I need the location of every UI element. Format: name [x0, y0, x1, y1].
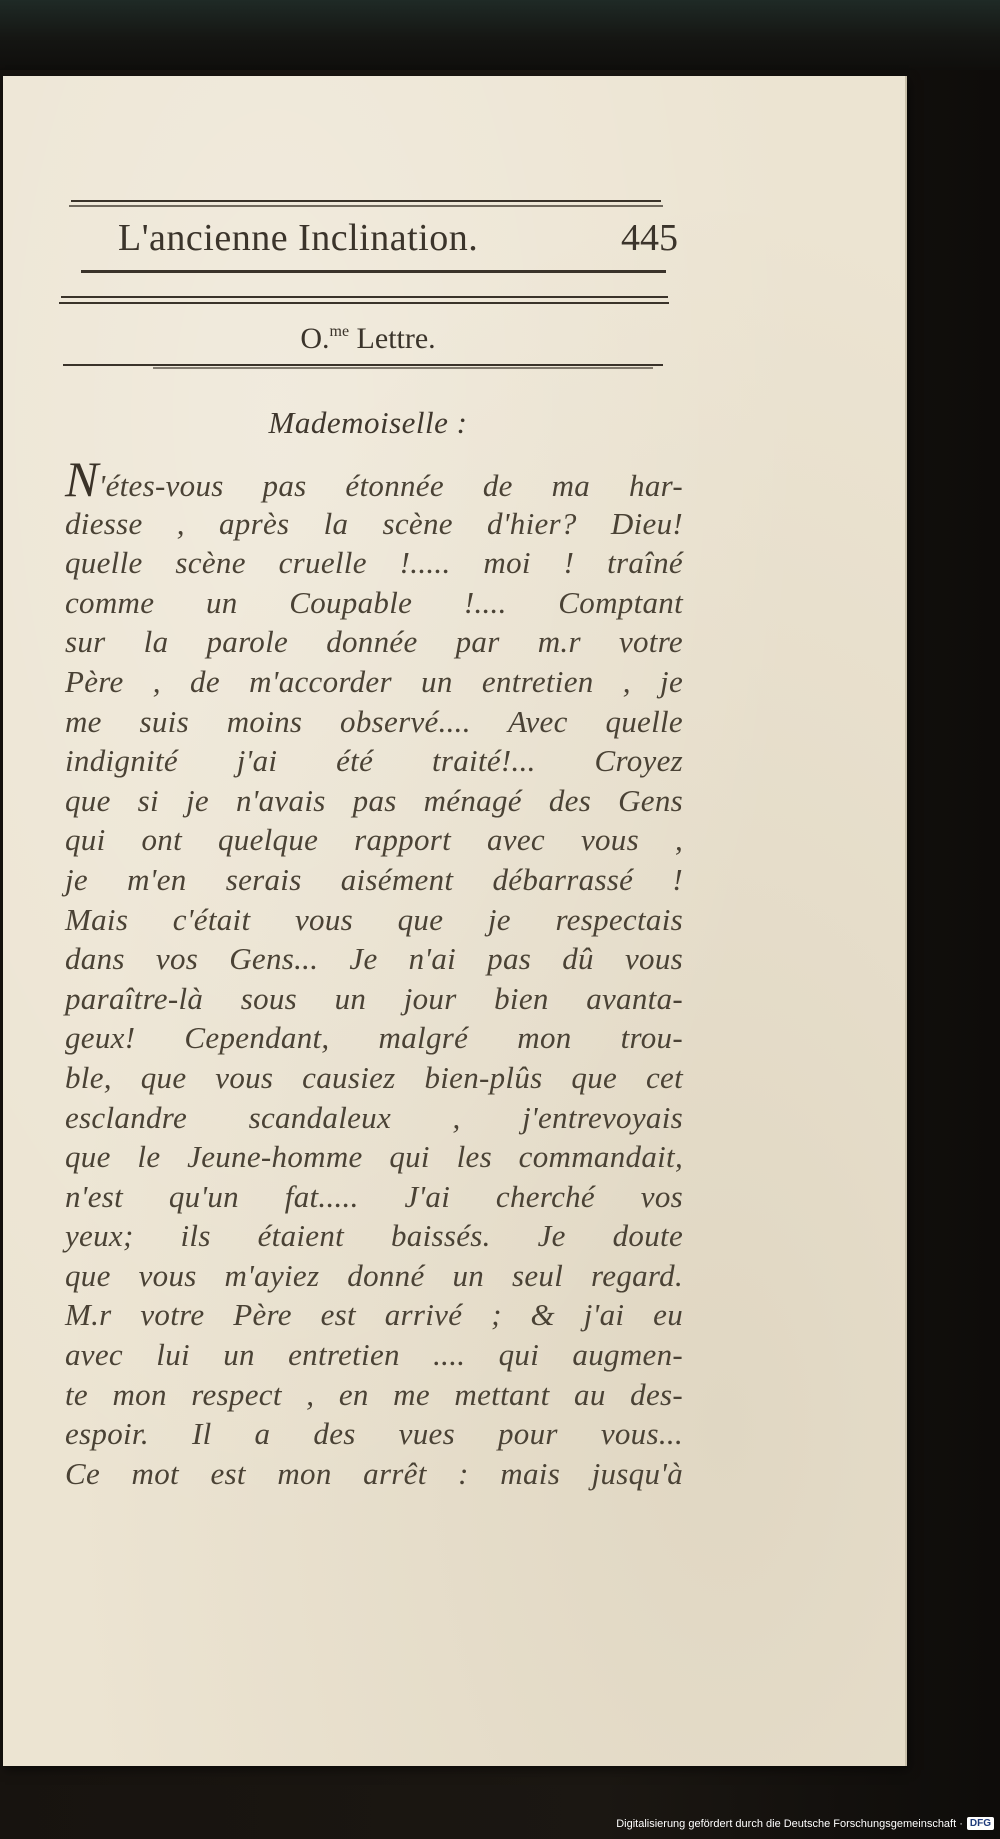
digitization-credit	[616, 1817, 994, 1830]
body-line: que vous m'ayiez donné un seul regard.	[65, 1257, 683, 1293]
body-line: que si je n'avais pas ménagé des Gens	[65, 782, 683, 818]
body-line: je m'en serais aisément débarrassé !	[65, 861, 683, 897]
letter-word: Lettre.	[349, 322, 436, 355]
body-line: ble, que vous causiez bien-plûs que cet	[65, 1059, 683, 1095]
body-line: avec lui un entretien .... qui augmen-	[65, 1337, 683, 1373]
body-line: geux! Cependant, malgré mon trou-	[65, 1020, 683, 1056]
dfg-logo-icon: DFG	[967, 1817, 994, 1830]
body-line	[65, 451, 683, 507]
letter-body	[65, 451, 683, 1493]
head-rule-top-2	[69, 205, 663, 207]
body-line: que le Jeune-homme qui les commandait,	[65, 1139, 683, 1175]
head-rule-top-1	[71, 200, 661, 202]
body-line: espoir. Il a des vues pour vous...	[65, 1416, 683, 1452]
body-line: quelle scène cruelle !..... moi ! traîné	[65, 545, 683, 581]
body-line: sur la parole donnée par m.r votre	[65, 624, 683, 660]
body-line-text: 'étes-vous pas étonnée de ma har-	[98, 468, 683, 503]
section-rule-2	[59, 302, 669, 304]
body-line: diesse , après la scène d'hier? Dieu!	[65, 505, 683, 541]
body-line: Père , de m'accorder un entretien , je	[65, 663, 683, 699]
body-line: Ce mot est mon arrêt : mais jusqu'à	[65, 1455, 683, 1491]
body-line: te mon respect , en me mettant au des-	[65, 1376, 683, 1412]
ornament-rule	[63, 364, 663, 366]
body-line: dans vos Gens... Je n'ai pas dû vous	[65, 941, 683, 977]
running-title: L'ancienne Inclination.	[118, 217, 479, 259]
section-rule-1	[61, 296, 668, 298]
body-line: yeux; ils étaient baissés. Je doute	[65, 1218, 683, 1254]
body-line: n'est qu'un fat..... J'ai cherché vos	[65, 1178, 683, 1214]
scanner-top-edge	[0, 0, 1000, 70]
drop-cap: N	[65, 451, 99, 507]
body-line: M.r votre Père est arrivé ; & j'ai eu	[65, 1297, 683, 1333]
body-line: Mais c'était vous que je respectais	[65, 901, 683, 937]
salutation: Mademoiselle :	[268, 405, 468, 440]
letter-number: O.	[300, 322, 330, 355]
ornament-rule-shadow	[153, 367, 653, 369]
page-number: 445	[621, 217, 678, 259]
book-page	[3, 76, 907, 1766]
head-rule-bottom	[81, 270, 666, 273]
letter-heading	[63, 322, 673, 356]
credit-text: Digitalisierung gefördert durch die Deutsche Forschungsgemeinschaft ·	[616, 1817, 963, 1830]
body-line: paraître-là sous un jour bien avanta-	[65, 980, 683, 1016]
body-line: indignité j'ai été traité!... Croyez	[65, 743, 683, 779]
body-line: esclandre scandaleux , j'entrevoyais	[65, 1099, 683, 1135]
body-line: qui ont quelque rapport avec vous ,	[65, 822, 683, 858]
running-head	[118, 216, 678, 276]
body-line: comme un Coupable !.... Comptant	[65, 584, 683, 620]
body-line: me suis moins observé.... Avec quelle	[65, 703, 683, 739]
letter-number-superscript: me	[329, 323, 350, 340]
